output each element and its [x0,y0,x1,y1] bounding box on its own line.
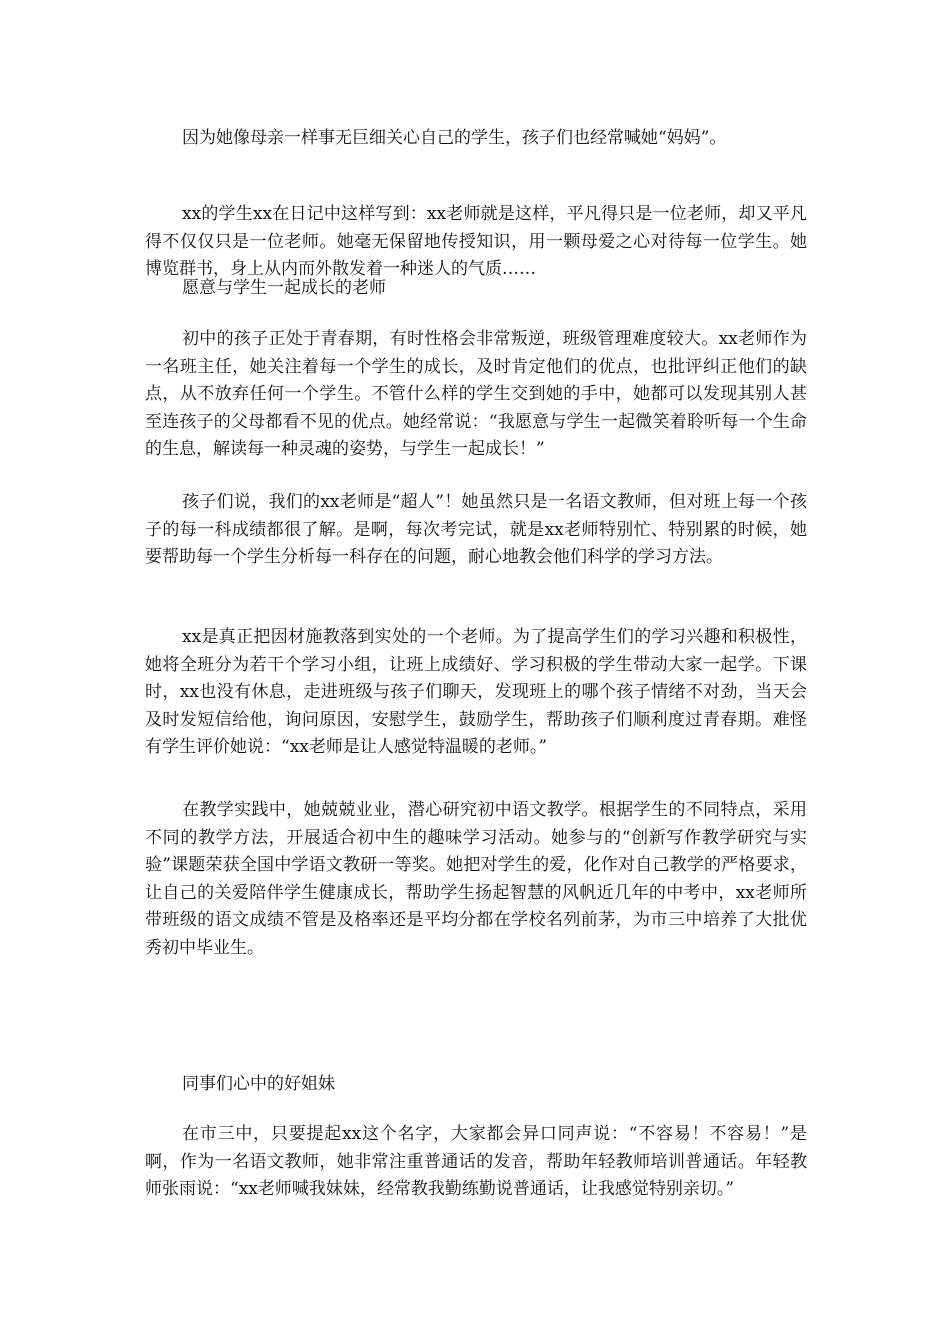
paragraph-class-teacher: 初中的孩子正处于青春期，有时性格会非常叛逆，班级管理难度较大。xx老师作为一名班主任，她关注着每一个学生的成长，及时肯定他们的优点，也批评纠正他们的缺点，从不放弃任何一个学生。不管什么样的学生交到她的手中，她都可以发现其别人甚至连孩子的父母都看不见的优点。她经常说：“我愿意与学生一起微笑着聆听每一个生命的生息，解读每一种灵魂的姿势，与学生一起成长！” [145,329,807,459]
paragraph-teaching-practice: 在教学实践中，她兢兢业业，潜心研究初中语文教学。根据学生的不同特点，采用不同的教学方法，开展适合初中生的趣味学习活动。她参与的“创新写作教学研究与实验”课题荣获全国中学语文教研一等奖。她把对学生的爱，化作对自己教学的严格要求，让自己的关爱陪伴学生健康成长，帮助学生扬起智慧的风帆近几年的中考中，xx老师所带班级的语文成绩不管是及格率还是平均分都在学校名列前茅，为市三中培养了大批优秀初中毕业生。 [145,800,807,958]
paragraph-superman: 孩子们说，我们的xx老师是“超人”！她虽然只是一名语文教师，但对班上每一个孩子的每一科成绩都很了解。是啊，每次考完试，就是xx老师特别忙、特别累的时候，她要帮助每一个学生分析每一科存在的问题，耐心地教会他们科学的学习方法。 [145,492,807,567]
section-heading-grow-with-students: 愿意与学生一起成长的老师 [182,278,386,298]
paragraph-student-diary: xx的学生xx在日记中这样写到：xx老师就是这样，平凡得只是一位老师，却又平凡得不仅仅只是一位老师。她毫无保留地传授知识，用一颗母爱之心对待每一位学生。她博览群书，身上从内而外散发着一种迷人的气质…… [145,204,807,279]
section-heading-good-sister: 同事们心中的好姐妹 [182,1074,335,1094]
paragraph-colleagues: 在市三中，只要提起xx这个名字，大家都会异口同声说：“不容易！不容易！”是啊，作为一名语文教师，她非常注重普通话的发音，帮助年轻教师培训普通话。年轻教师张雨说：“xx老师喊我妹妹，经常教我勤练勤说普通话，让我感觉特别亲切。” [145,1124,807,1199]
paragraph-mother-nickname: 因为她像母亲一样事无巨细关心自己的学生，孩子们也经常喊她“妈妈”。 [182,128,727,148]
paragraph-teaching-by-aptitude: xx是真正把因材施教落到实处的一个老师。为了提高学生们的学习兴趣和积极性，她将全班分为若干个学习小组，让班上成绩好、学习积极的学生带动大家一起学。下课时，xx也没有休息，走进班级与孩子们聊天，发现班上的哪个孩子情绪不对劲，当天会及时发短信给他，询问原因，安慰学生，鼓励学生，帮助孩子们顺利度过青春期。难怪有学生评价她说：“xx老师是让人感觉特温暖的老师。” [145,627,807,757]
